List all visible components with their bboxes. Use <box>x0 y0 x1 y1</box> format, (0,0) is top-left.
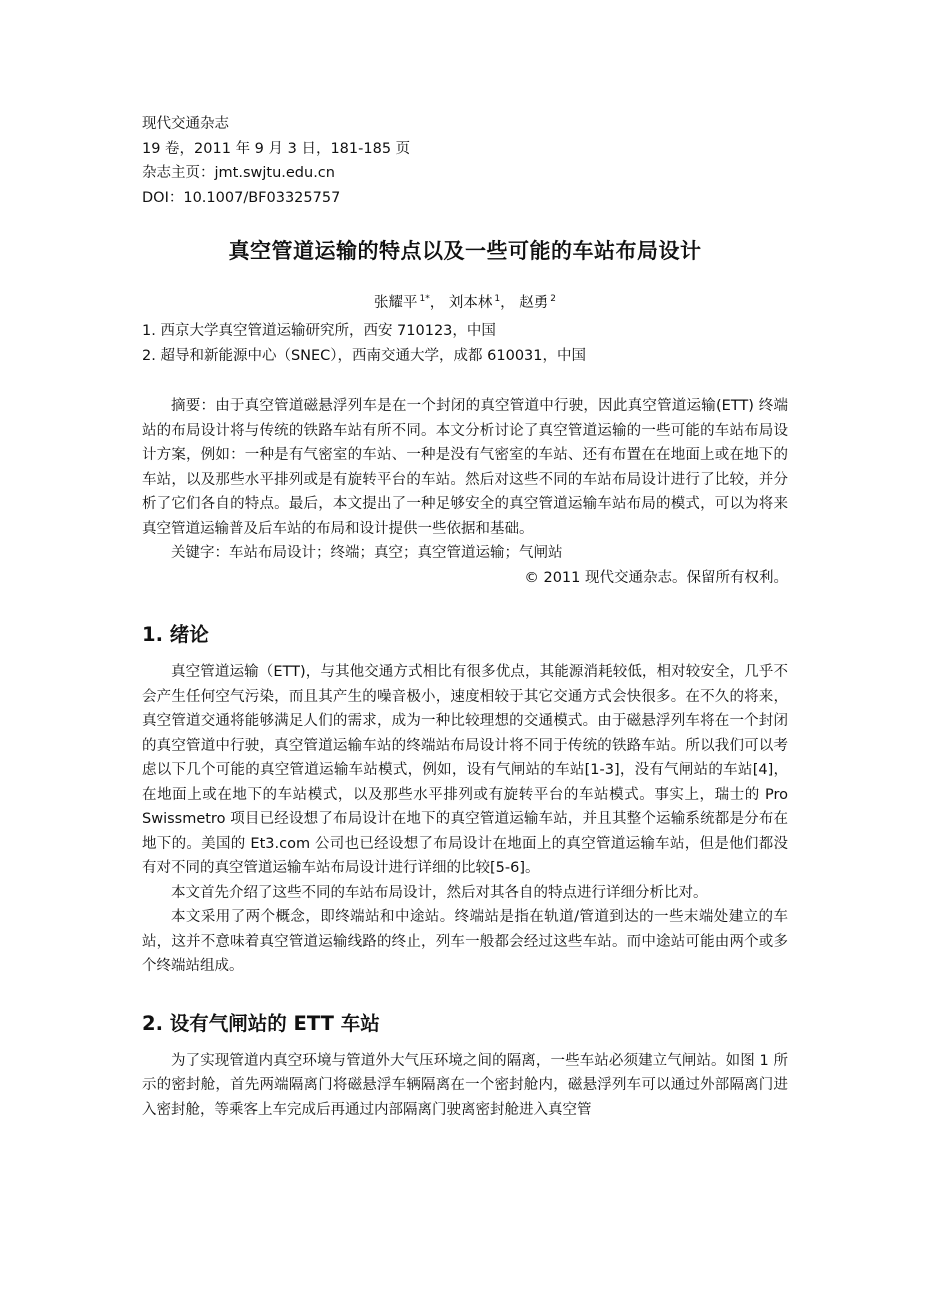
body-paragraph: 真空管道运输（ETT)，与其他交通方式相比有很多优点，其能源消耗较低，相对较安全，几乎不会产生任何空气污染，而且其产生的噪音极小，速度相较于其它交通方式会快很多。在不久的将来，真空管道交通将能够满足人们的需求，成为一种比较理想的交通模式。由于磁悬浮列车将在一个封闭的真空管道中行驶，真空管道运输车站的终端站布局设计将不同于传统的铁路车站。所以我们可以考虑以下几个可能的真空管道运输车站模式，例如，设有气闸站的车站[1-3]，没有气闸站的车站[4]，在地面上或在地下的车站模式，以及那些水平排列或有旋转平台的车站模式。事实上，瑞士的 Pro Swissmetro 项目已经设想了布局设计在地下的真空管道运输车站，并且其整个运输系统都是分布在地下的。美国的 Et3.com 公司也已经设想了布局设计在地面上的真空管道运输车站，但是他们都没有对不同的真空管道运输车站布局设计进行详细的比较[5-6]。 <box>142 664 788 876</box>
keywords: 关键字：车站布局设计；终端；真空；真空管道运输；气闸站 <box>171 545 563 561</box>
copyright-notice: © 2011 现代交通杂志。保留所有权利。 <box>524 569 788 586</box>
author-list <box>142 288 788 314</box>
author-affiliation-mark: 2 <box>550 294 556 304</box>
section-heading: 2. 设有气闸站的 ETT 车站 <box>142 1011 380 1035</box>
affiliation-item: 1. 西京大学真空管道运输研究所，西安 710123，中国 <box>142 323 496 339</box>
journal-doi[interactable]: DOI：10.1007/BF03325757 <box>142 189 341 206</box>
journal-name: 现代交通杂志 <box>142 116 229 132</box>
body-paragraph: 本文采用了两个概念，即终端站和中途站。终端站是指在轨道/管道到达的一些末端处建立的车站，这并不意味着真空管道运输线路的终止，列车一般都会经过这些车站。而中途站可能由两个或多个终端站组成。 <box>142 909 788 974</box>
journal-homepage[interactable]: 杂志主页：jmt.swjtu.edu.cn <box>142 165 335 181</box>
author-name: 刘本林 <box>448 295 493 311</box>
affiliation-list <box>142 319 788 368</box>
author-name: 赵勇 <box>519 295 549 311</box>
paper-title: 真空管道运输的特点以及一些可能的车站布局设计 <box>228 239 702 263</box>
journal-issue: 19 卷，2011 年 9 月 3 日，181-185 页 <box>142 140 411 157</box>
section-heading: 1. 绪论 <box>142 623 209 646</box>
section-body <box>142 660 788 979</box>
author-affiliation-mark: 1 <box>494 294 501 304</box>
paper-page <box>142 112 788 1122</box>
journal-header <box>142 112 788 210</box>
author-affiliation-mark: 1* <box>419 294 430 304</box>
author-name: 张耀平 <box>374 295 418 311</box>
author-separator: ， <box>429 295 445 311</box>
author-separator: ， <box>500 295 515 311</box>
body-paragraph: 本文首先介绍了这些不同的车站布局设计，然后对其各自的特点进行详细分析比对。 <box>171 884 708 901</box>
section-body <box>142 1049 788 1123</box>
affiliation-item: 2. 超导和新能源中心（SNEC），西南交通大学，成都 610031，中国 <box>142 347 586 364</box>
body-paragraph: 为了实现管道内真空环境与管道外大气压环境之间的隔离，一些车站必须建立气闸站。如图 1 所示的密封舱，首先两端隔离门将磁悬浮车辆隔离在一个密封舱内，磁悬浮列车可以通过外部隔离门进入密封舱，等乘客上车完成后再通过内部隔离门驶离密封舱进入真空管 <box>142 1052 788 1118</box>
abstract: 摘要：由于真空管道磁悬浮列车是在一个封闭的真空管道中行驶，因此真空管道运输(ETT) 终端站的布局设计将与传统的铁路车站有所不同。本文分析讨论了真空管道运输的一些可能的车站布局设计方案，例如：一种是有气密室的车站、一种是没有气密室的车站、还有布置在在地面上或在地下的车站，以及那些水平排列或是有旋转平台的车站。然后对这些不同的车站布局设计进行了比较，并分析了它们各自的特点。最后，本文提出了一种足够安全的真空管道运输车站布局的模式，可以为将来真空管道运输普及后车站的布局和设计提供一些依据和基础。 <box>142 398 788 537</box>
